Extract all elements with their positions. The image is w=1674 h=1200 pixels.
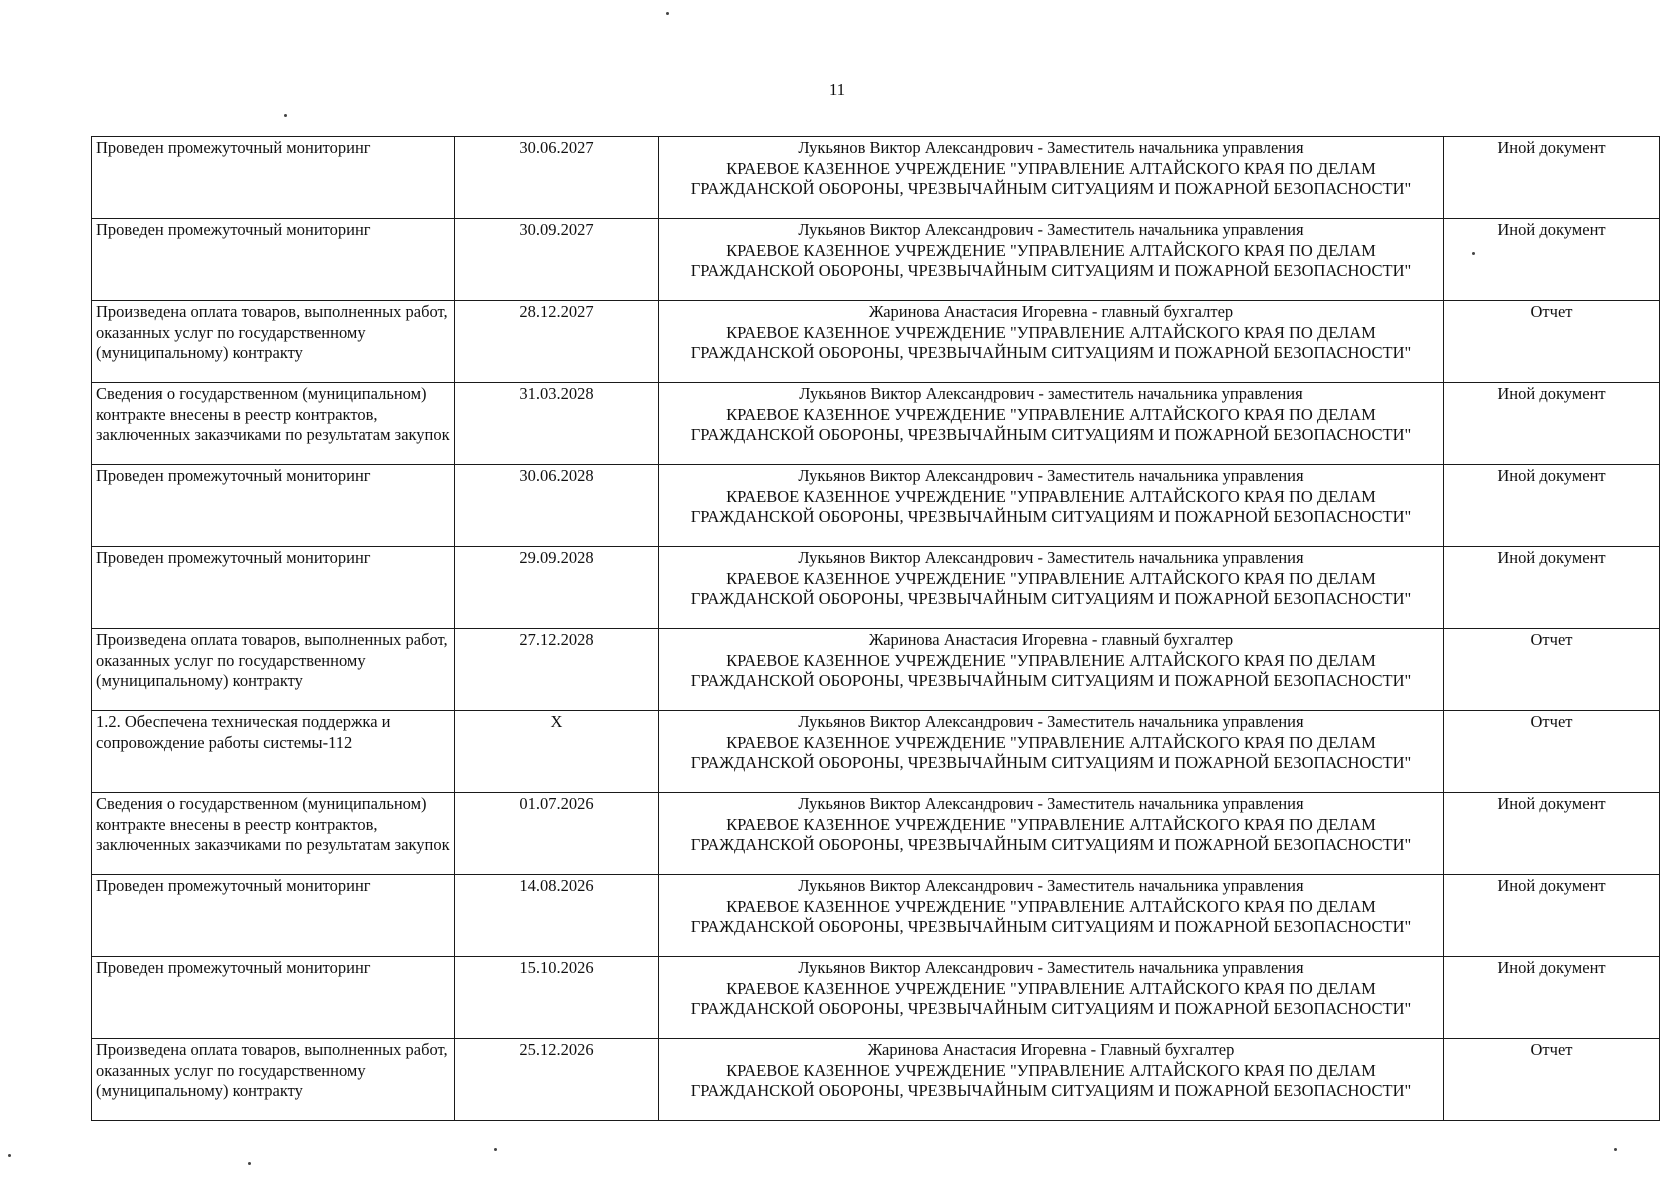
responsible-organization: КРАЕВОЕ КАЗЕННОЕ УЧРЕЖДЕНИЕ "УПРАВЛЕНИЕ АЛТАЙСКОГО КРАЯ ПО ДЕЛАМ ГРАЖДАНСКОЙ ОБОРОНЫ, ЧРЕЗВЫЧАЙНЫМ СИТУАЦИЯМ И ПОЖАРНОЙ БЕЗОПАСНОСТИ" [690, 732, 1412, 772]
scan-speck [1614, 1148, 1617, 1151]
document-type-cell: Иной документ [1444, 875, 1660, 957]
responsible-cell [659, 137, 1444, 219]
table-row [92, 137, 1660, 219]
event-cell: Сведения о государственном (муниципальном) контракте внесены в реестр контрактов, заключенных заказчиками по результатам закупок [92, 793, 455, 875]
table-row [92, 629, 1660, 711]
event-cell: Проведен промежуточный мониторинг [92, 875, 455, 957]
table-row [92, 301, 1660, 383]
event-cell: Проведен промежуточный мониторинг [92, 957, 455, 1039]
table-row [92, 465, 1660, 547]
responsible-cell [659, 465, 1444, 547]
responsible-person: Лукьянов Виктор Александрович - Заместитель начальника управления [798, 876, 1304, 895]
date-cell: 15.10.2026 [455, 957, 659, 1039]
date-cell: 14.08.2026 [455, 875, 659, 957]
responsible-person: Лукьянов Виктор Александрович - заместитель начальника управления [799, 384, 1303, 403]
table-row [92, 875, 1660, 957]
responsible-cell [659, 301, 1444, 383]
event-cell: Произведена оплата товаров, выполненных работ, оказанных услуг по государственному (муниципальному) контракту [92, 1039, 455, 1121]
responsible-cell [659, 219, 1444, 301]
responsible-cell [659, 711, 1444, 793]
scan-speck [1472, 252, 1475, 255]
responsible-organization: КРАЕВОЕ КАЗЕННОЕ УЧРЕЖДЕНИЕ "УПРАВЛЕНИЕ АЛТАЙСКОГО КРАЯ ПО ДЕЛАМ ГРАЖДАНСКОЙ ОБОРОНЫ, ЧРЕЗВЫЧАЙНЫМ СИТУАЦИЯМ И ПОЖАРНОЙ БЕЗОПАСНОСТИ" [690, 404, 1412, 444]
table-row [92, 1039, 1660, 1121]
document-type-cell: Иной документ [1444, 219, 1660, 301]
responsible-organization: КРАЕВОЕ КАЗЕННОЕ УЧРЕЖДЕНИЕ "УПРАВЛЕНИЕ АЛТАЙСКОГО КРАЯ ПО ДЕЛАМ ГРАЖДАНСКОЙ ОБОРОНЫ, ЧРЕЗВЫЧАЙНЫМ СИТУАЦИЯМ И ПОЖАРНОЙ БЕЗОПАСНОСТИ" [690, 568, 1412, 608]
scan-speck [666, 12, 669, 15]
responsible-person: Жаринова Анастасия Игоревна - главный бухгалтер [868, 302, 1234, 321]
responsible-person: Лукьянов Виктор Александрович - Заместитель начальника управления [798, 958, 1304, 977]
document-type-cell: Иной документ [1444, 383, 1660, 465]
event-cell: Проведен промежуточный мониторинг [92, 547, 455, 629]
responsible-cell [659, 383, 1444, 465]
responsible-cell [659, 1039, 1444, 1121]
date-cell: 31.03.2028 [455, 383, 659, 465]
responsible-person: Лукьянов Виктор Александрович - Заместитель начальника управления [798, 138, 1304, 157]
document-type-cell: Иной документ [1444, 465, 1660, 547]
document-type-cell: Отчет [1444, 1039, 1660, 1121]
control-points-table [91, 136, 1660, 1121]
responsible-organization: КРАЕВОЕ КАЗЕННОЕ УЧРЕЖДЕНИЕ "УПРАВЛЕНИЕ АЛТАЙСКОГО КРАЯ ПО ДЕЛАМ ГРАЖДАНСКОЙ ОБОРОНЫ, ЧРЕЗВЫЧАЙНЫМ СИТУАЦИЯМ И ПОЖАРНОЙ БЕЗОПАСНОСТИ" [690, 650, 1412, 690]
date-cell: 25.12.2026 [455, 1039, 659, 1121]
event-cell: Произведена оплата товаров, выполненных работ, оказанных услуг по государственному (муниципальному) контракту [92, 301, 455, 383]
responsible-person: Лукьянов Виктор Александрович - Заместитель начальника управления [798, 794, 1304, 813]
document-type-cell: Иной документ [1444, 547, 1660, 629]
table-row [92, 957, 1660, 1039]
scan-speck [284, 114, 287, 117]
document-type-cell: Иной документ [1444, 957, 1660, 1039]
document-type-cell: Отчет [1444, 301, 1660, 383]
responsible-organization: КРАЕВОЕ КАЗЕННОЕ УЧРЕЖДЕНИЕ "УПРАВЛЕНИЕ АЛТАЙСКОГО КРАЯ ПО ДЕЛАМ ГРАЖДАНСКОЙ ОБОРОНЫ, ЧРЕЗВЫЧАЙНЫМ СИТУАЦИЯМ И ПОЖАРНОЙ БЕЗОПАСНОСТИ" [690, 814, 1412, 854]
date-cell: X [455, 711, 659, 793]
table-row [92, 219, 1660, 301]
responsible-person: Лукьянов Виктор Александрович - Заместитель начальника управления [798, 712, 1304, 731]
scan-speck [494, 1148, 497, 1151]
responsible-person: Лукьянов Виктор Александрович - Заместитель начальника управления [798, 220, 1304, 239]
responsible-organization: КРАЕВОЕ КАЗЕННОЕ УЧРЕЖДЕНИЕ "УПРАВЛЕНИЕ АЛТАЙСКОГО КРАЯ ПО ДЕЛАМ ГРАЖДАНСКОЙ ОБОРОНЫ, ЧРЕЗВЫЧАЙНЫМ СИТУАЦИЯМ И ПОЖАРНОЙ БЕЗОПАСНОСТИ" [690, 240, 1412, 280]
date-cell: 29.09.2028 [455, 547, 659, 629]
date-cell: 30.09.2027 [455, 219, 659, 301]
date-cell: 01.07.2026 [455, 793, 659, 875]
date-cell: 28.12.2027 [455, 301, 659, 383]
responsible-person: Жаринова Анастасия Игоревна - Главный бухгалтер [867, 1040, 1235, 1059]
document-type-cell: Отчет [1444, 711, 1660, 793]
document-type-cell: Иной документ [1444, 137, 1660, 219]
event-cell: Сведения о государственном (муниципальном) контракте внесены в реестр контрактов, заключенных заказчиками по результатам закупок [92, 383, 455, 465]
responsible-cell [659, 547, 1444, 629]
table-row [92, 793, 1660, 875]
responsible-organization: КРАЕВОЕ КАЗЕННОЕ УЧРЕЖДЕНИЕ "УПРАВЛЕНИЕ АЛТАЙСКОГО КРАЯ ПО ДЕЛАМ ГРАЖДАНСКОЙ ОБОРОНЫ, ЧРЕЗВЫЧАЙНЫМ СИТУАЦИЯМ И ПОЖАРНОЙ БЕЗОПАСНОСТИ" [690, 896, 1412, 936]
document-type-cell: Иной документ [1444, 793, 1660, 875]
event-cell: Произведена оплата товаров, выполненных работ, оказанных услуг по государственному (муниципальному) контракту [92, 629, 455, 711]
document-type-cell: Отчет [1444, 629, 1660, 711]
date-cell: 30.06.2028 [455, 465, 659, 547]
responsible-organization: КРАЕВОЕ КАЗЕННОЕ УЧРЕЖДЕНИЕ "УПРАВЛЕНИЕ АЛТАЙСКОГО КРАЯ ПО ДЕЛАМ ГРАЖДАНСКОЙ ОБОРОНЫ, ЧРЕЗВЫЧАЙНЫМ СИТУАЦИЯМ И ПОЖАРНОЙ БЕЗОПАСНОСТИ" [690, 1060, 1412, 1100]
responsible-cell [659, 793, 1444, 875]
scan-speck [248, 1162, 251, 1165]
page-number: 11 [828, 80, 846, 99]
event-cell: Проведен промежуточный мониторинг [92, 137, 455, 219]
table-row [92, 547, 1660, 629]
responsible-cell [659, 629, 1444, 711]
responsible-cell [659, 957, 1444, 1039]
responsible-organization: КРАЕВОЕ КАЗЕННОЕ УЧРЕЖДЕНИЕ "УПРАВЛЕНИЕ АЛТАЙСКОГО КРАЯ ПО ДЕЛАМ ГРАЖДАНСКОЙ ОБОРОНЫ, ЧРЕЗВЫЧАЙНЫМ СИТУАЦИЯМ И ПОЖАРНОЙ БЕЗОПАСНОСТИ" [690, 322, 1412, 362]
date-cell: 27.12.2028 [455, 629, 659, 711]
scan-speck [8, 1154, 11, 1157]
event-cell: Проведен промежуточный мониторинг [92, 465, 455, 547]
event-cell: Проведен промежуточный мониторинг [92, 219, 455, 301]
table-row [92, 711, 1660, 793]
table-row [92, 383, 1660, 465]
responsible-cell [659, 875, 1444, 957]
responsible-organization: КРАЕВОЕ КАЗЕННОЕ УЧРЕЖДЕНИЕ "УПРАВЛЕНИЕ АЛТАЙСКОГО КРАЯ ПО ДЕЛАМ ГРАЖДАНСКОЙ ОБОРОНЫ, ЧРЕЗВЫЧАЙНЫМ СИТУАЦИЯМ И ПОЖАРНОЙ БЕЗОПАСНОСТИ" [690, 486, 1412, 526]
responsible-person: Жаринова Анастасия Игоревна - главный бухгалтер [868, 630, 1234, 649]
date-cell: 30.06.2027 [455, 137, 659, 219]
responsible-organization: КРАЕВОЕ КАЗЕННОЕ УЧРЕЖДЕНИЕ "УПРАВЛЕНИЕ АЛТАЙСКОГО КРАЯ ПО ДЕЛАМ ГРАЖДАНСКОЙ ОБОРОНЫ, ЧРЕЗВЫЧАЙНЫМ СИТУАЦИЯМ И ПОЖАРНОЙ БЕЗОПАСНОСТИ" [690, 158, 1412, 198]
responsible-organization: КРАЕВОЕ КАЗЕННОЕ УЧРЕЖДЕНИЕ "УПРАВЛЕНИЕ АЛТАЙСКОГО КРАЯ ПО ДЕЛАМ ГРАЖДАНСКОЙ ОБОРОНЫ, ЧРЕЗВЫЧАЙНЫМ СИТУАЦИЯМ И ПОЖАРНОЙ БЕЗОПАСНОСТИ" [690, 978, 1412, 1018]
responsible-person: Лукьянов Виктор Александрович - Заместитель начальника управления [798, 466, 1304, 485]
event-cell: 1.2. Обеспечена техническая поддержка и сопровождение работы системы-112 [92, 711, 455, 793]
responsible-person: Лукьянов Виктор Александрович - Заместитель начальника управления [798, 548, 1304, 567]
